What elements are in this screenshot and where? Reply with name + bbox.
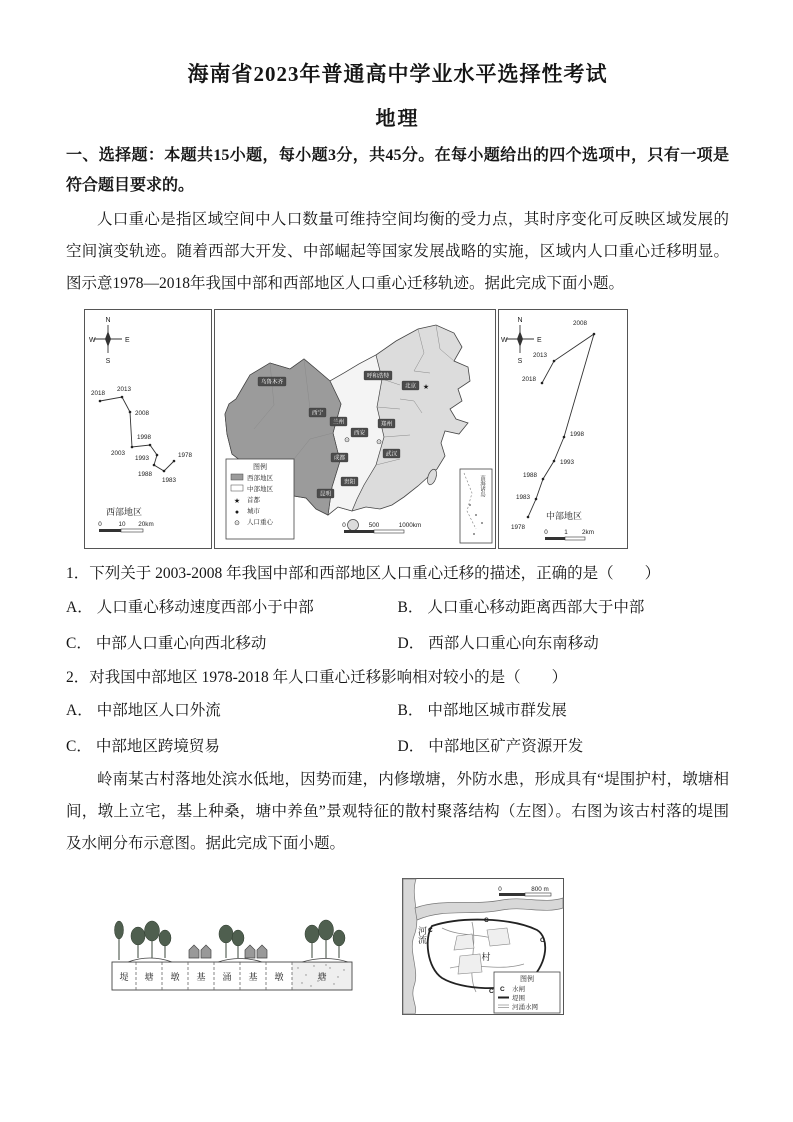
inset-label: 南海诸岛 [479,475,485,498]
legend-title: 图例 [520,975,534,983]
page-subject: 地理 [375,108,420,130]
section-label-4: 涌 [222,971,232,982]
svg-text:10: 10 [118,521,126,529]
legend-city-icon: ● [234,509,240,517]
legend-pop-center-label: 人口重心 [247,519,273,527]
svg-text:1000km: 1000km [398,522,422,530]
option-label: C． [66,738,92,756]
city-zhengzhou: 郑州 [380,421,393,428]
figure-population-migration [66,309,729,549]
figure-west-panel [84,309,212,549]
south-china-sea-inset [460,469,492,543]
section-label-2: 墩 [170,971,180,982]
figure-central-panel [498,309,628,549]
trees [115,920,346,960]
central-year-1993: 1993 [559,459,575,467]
sluice-gate-icon: C [428,926,433,934]
question-1-stem: 1．下列关于 2003-2008 年我国中部和西部地区人口重心迁移的描述，正确的是（ ） [66,565,661,583]
compass-e-label: E [537,337,542,345]
option-text: 中部地区人口外流 [96,702,221,720]
west-region-label: 西部地区 [106,507,143,518]
question-2-stem: 2．对我国中部地区 1978-2018 年人口重心迁移影响相对较小的是（ ） [66,668,568,686]
central-region-label: 中部地区 [546,511,583,522]
compass-s-label: S [517,358,523,366]
map-legend [494,972,560,1013]
west-panel-border [85,310,212,549]
option-text: 西部人口重心向东南移动 [428,634,599,652]
legend-central-label: 中部地区 [247,486,273,494]
city-urumqi: 乌鲁木齐 [260,379,284,386]
question-1-option-a [66,595,398,617]
compass-n-label: N [517,317,523,325]
question-1-option-c [66,631,398,653]
option-label: D． [397,738,425,756]
question-2-option-b [398,698,730,720]
central-year-1983: 1983 [515,494,531,502]
section-label-5: 基 [248,971,258,982]
legend-city-label: 城市 [247,508,260,516]
svg-text:1: 1 [564,529,568,537]
legend-gate-icon: C [500,985,505,993]
option-text: 中部地区跨境贸易 [95,738,220,756]
central-pop-center-symbol: ⊙ [376,439,382,447]
hainan-island [348,520,359,531]
svg-text:500: 500 [368,522,380,530]
city-hohhot: 呼和浩特 [366,373,390,380]
question-1-option-b [398,595,730,617]
question-2-option-c [66,734,398,756]
legend-network-label: 河涌水网 [512,1003,538,1011]
legend-capital-label: 首都 [247,497,260,505]
svg-text:20km: 20km [138,521,154,529]
legend-title: 图例 [253,464,267,472]
central-year-2013: 2013 [532,352,548,360]
passage-population-center: 人口重心是指区域空间中人口数量可维持空间均衡的受力点，其时序变化可反映区域发展的空间演变轨迹。随着西部大开发、中部崛起等国家发展战略的实施，区域内人口重心迁移明显。图示意1978—2018年我国中部和西部地区人口重心迁移轨迹。据此完成下面小题。 [66,211,729,292]
west-year-2018: 2018 [90,390,106,398]
central-year-2018: 2018 [521,376,537,384]
west-year-1998: 1998 [136,434,152,442]
legend-gate-label: 水闸 [512,985,525,993]
city-wuhan: 武汉 [385,451,398,458]
option-label: B． [397,702,424,720]
compass-s-label: S [105,358,111,366]
mounds [128,958,348,962]
figure-china-map-panel [214,309,496,549]
section-label-3: 基 [196,971,206,982]
option-text: 人口重心移动距离西部大于中部 [427,598,645,616]
capital-star-icon: ★ [422,384,430,392]
city-lanzhou: 兰州 [332,419,345,426]
city-xian: 西安 [353,430,366,437]
city-guiyang: 贵阳 [343,479,356,486]
sluice-gate-icon: C [489,987,494,995]
section-label-0: 堤 [119,971,129,982]
central-year-1998: 1998 [569,431,585,439]
city-xining: 西宁 [311,410,324,417]
central-year-2008: 2008 [572,320,588,328]
question-1-option-d [398,631,730,653]
village-label: 村 [481,951,491,962]
svg-text:0: 0 [498,885,502,893]
west-year-2008: 2008 [134,410,150,418]
figure-village [66,878,729,1015]
compass-w-label: W [501,337,508,345]
west-year-1988: 1988 [137,471,153,479]
compass-w-label: W [89,337,96,345]
question-2-options [66,698,729,756]
sluice-gate-icon: C [540,936,545,944]
option-label: C． [66,634,92,652]
city-kunming: 昆明 [319,491,332,498]
svg-text:800 m: 800 m [531,885,549,893]
west-pop-center-symbol: ⊙ [344,437,350,445]
option-text: 中部人口重心向西北移动 [95,634,267,652]
west-year-1978: 1978 [177,452,193,460]
west-year-1993: 1993 [134,455,150,463]
question-2-option-d [398,734,730,756]
legend-west-label: 西部地区 [247,475,273,483]
section-label-7: 塘 [317,971,327,982]
option-text: 中部地区矿产资源开发 [428,738,584,756]
central-year-1988: 1988 [522,472,538,480]
compass-n-label: N [105,317,111,325]
option-label: B． [397,598,424,616]
village-dike-map [402,878,564,1015]
city-beijing: 北京 [404,383,417,390]
page-title: 海南省2023年普通高中学业水平选择性考试 [187,62,608,86]
sluice-gate-icon: C [484,916,489,924]
west-year-1983: 1983 [161,477,177,485]
central-year-1978: 1978 [510,524,526,532]
option-text: 人口重心移动速度西部小于中部 [96,598,314,616]
section-label-1: 塘 [144,971,154,982]
houses [189,945,267,958]
section-header: 一、选择题：本题共15小题，每小题3分，共45分。在每小题给出的四个选项中，只有一项是符合题目要求的。 [66,147,729,194]
option-label: D． [397,634,425,652]
option-label: A． [66,598,93,616]
svg-text:0: 0 [98,521,102,529]
legend-pop-center-icon: ⊙ [234,520,240,528]
legend-capital-icon: ★ [233,498,241,506]
question-2-option-a [66,698,398,720]
river-label: 河流 [417,925,427,944]
map-legend [226,459,294,539]
svg-text:0: 0 [544,529,548,537]
compass-e-label: E [125,337,130,345]
question-1-options [66,595,729,653]
village-cross-section [106,878,358,1010]
west-year-2013: 2013 [116,386,132,394]
west-year-2003: 2003 [110,450,126,458]
legend-dike-label: 堤围 [512,994,525,1002]
svg-text:0: 0 [342,522,346,530]
svg-text:2km: 2km [582,529,594,537]
option-text: 中部地区城市群发展 [427,702,567,720]
city-chengdu: 成都 [333,455,346,462]
section-label-6: 墩 [274,971,284,982]
option-label: A． [66,702,93,720]
passage-ancient-village: 岭南某古村落地处滨水低地，因势而建，内修墩塘，外防水患，形成具有“堤围护村，墩塘相间，墩上立宅，基上种桑，塘中养鱼”景观特征的散村聚落结构（左图）。右图为该古村落的堤围及水闸分布示意图。据此完成下面小题。 [66,771,729,852]
